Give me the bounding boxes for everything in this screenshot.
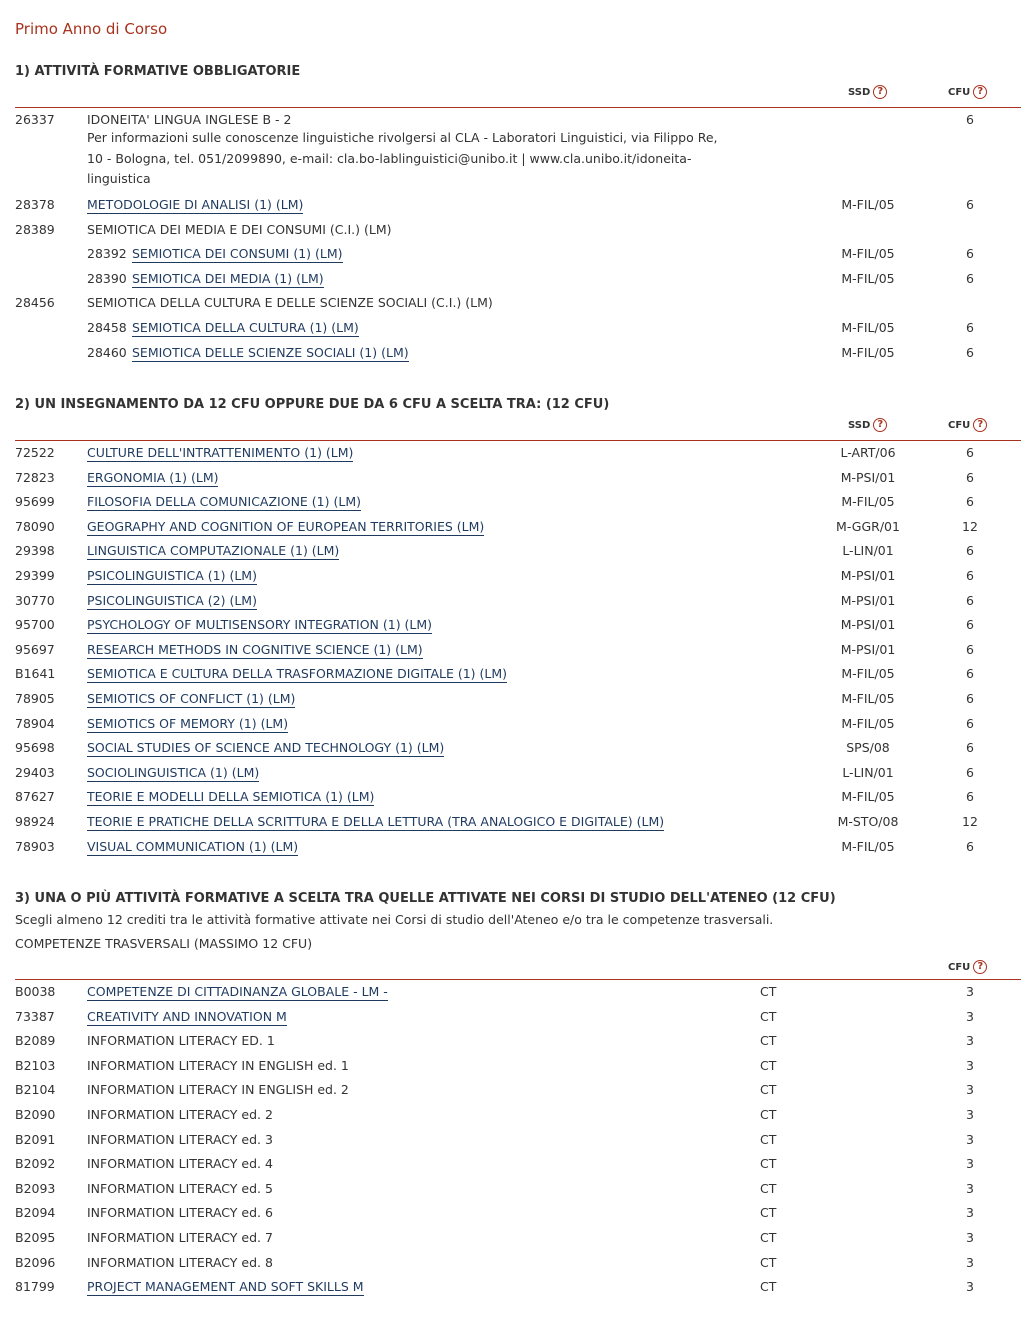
course-name: INFORMATION LITERACY ed. 4 — [87, 1156, 273, 1172]
course-name-cell — [87, 810, 664, 835]
course-list — [15, 108, 1021, 365]
course-cfu: 6 — [966, 319, 974, 335]
course-name-cell — [132, 341, 409, 366]
table-row — [15, 267, 1021, 292]
course-code: B2091 — [15, 1131, 56, 1147]
course-code: 98924 — [15, 813, 55, 829]
course-cfu: 3 — [966, 1229, 974, 1245]
course-name-cell — [87, 613, 432, 638]
course-name-cell — [87, 515, 484, 540]
column-header — [15, 956, 1021, 980]
course-link[interactable]: SOCIOLINGUISTICA (1) (LM) — [87, 764, 260, 780]
help-icon[interactable]: ? — [973, 85, 987, 99]
course-code: 72522 — [15, 445, 55, 460]
course-code: 78905 — [15, 690, 55, 706]
table-row — [15, 539, 1021, 564]
course-ssd: M-FIL/05 — [841, 246, 895, 262]
course-code: B2103 — [15, 1057, 56, 1073]
table-row — [15, 291, 1021, 316]
course-type: CT — [760, 1082, 777, 1098]
module-code: 28390 — [87, 270, 127, 286]
course-code: B0038 — [15, 984, 56, 999]
section-scelta-12cfu — [15, 396, 1021, 859]
course-code: B2104 — [15, 1082, 56, 1098]
course-cfu: 6 — [966, 197, 974, 212]
course-name-cell — [87, 218, 392, 243]
course-list — [15, 980, 1021, 1300]
course-link[interactable]: CREATIVITY AND INNOVATION M — [87, 1008, 287, 1024]
course-ssd: M-PSI/01 — [840, 592, 896, 608]
help-icon[interactable]: ? — [873, 418, 887, 432]
course-link[interactable]: SEMIOTICS OF MEMORY (1) (LM) — [87, 715, 289, 731]
course-ssd: L-ART/06 — [840, 445, 896, 460]
table-row — [15, 441, 1021, 466]
course-link[interactable]: PSICOLINGUISTICA (1) (LM) — [87, 567, 257, 583]
course-link[interactable]: SEMIOTICS OF CONFLICT (1) (LM) — [87, 690, 296, 706]
course-name-cell — [87, 638, 423, 663]
page-title: Primo Anno di Corso — [15, 20, 168, 38]
course-cfu: 3 — [966, 984, 974, 999]
course-cfu: 6 — [966, 494, 974, 510]
table-row — [15, 242, 1021, 267]
course-link[interactable]: VISUAL COMMUNICATION (1) (LM) — [87, 838, 299, 854]
course-name-cell — [87, 687, 295, 712]
course-cfu: 6 — [966, 112, 974, 127]
section-heading: 3) UNA O PIÙ ATTIVITÀ FORMATIVE A SCELTA TRA QUELLE ATTIVATE NEI CORSI DI STUDIO DELL'ATENEO (12 CFU) — [15, 891, 836, 906]
table-row — [15, 466, 1021, 491]
course-code: 29398 — [15, 543, 55, 559]
course-cfu: 6 — [966, 715, 974, 731]
course-ssd: M-PSI/01 — [840, 617, 896, 633]
course-code: B2093 — [15, 1180, 56, 1196]
table-row — [15, 1152, 1021, 1177]
course-code: B2092 — [15, 1156, 56, 1172]
table-row — [15, 1078, 1021, 1103]
course-cfu: 6 — [966, 592, 974, 608]
course-ssd: M-FIL/05 — [841, 344, 895, 360]
course-name-cell — [87, 1275, 364, 1300]
course-name-cell — [87, 193, 303, 218]
course-name-cell — [87, 291, 493, 316]
table-row — [15, 662, 1021, 687]
course-name-cell — [87, 761, 259, 786]
course-cfu: 6 — [966, 469, 974, 485]
table-row — [15, 1103, 1021, 1128]
course-type: CT — [760, 1205, 777, 1221]
course-name-cell — [87, 564, 257, 589]
table-row — [15, 1251, 1021, 1276]
cfu-header — [948, 418, 987, 432]
course-name: INFORMATION LITERACY ed. 7 — [87, 1229, 273, 1245]
course-name-cell — [87, 1078, 349, 1103]
course-list — [15, 441, 1021, 859]
course-name: SEMIOTICA DELLA CULTURA E DELLE SCIENZE SOCIALI (C.I.) (LM) — [87, 295, 493, 311]
course-ssd: M-STO/08 — [837, 813, 899, 829]
course-cfu: 3 — [966, 1156, 974, 1172]
table-row — [15, 1005, 1021, 1030]
course-cfu: 6 — [966, 543, 974, 559]
course-name: INFORMATION LITERACY ed. 8 — [87, 1254, 273, 1270]
ssd-header-label: SSD — [848, 419, 871, 431]
course-code: 95697 — [15, 641, 55, 657]
cfu-header-label: CFU — [948, 86, 971, 98]
table-row — [15, 1275, 1021, 1300]
section-ateneo — [15, 890, 1021, 1300]
course-code: B2095 — [15, 1229, 56, 1245]
course-code: 87627 — [15, 789, 55, 805]
course-code: B2090 — [15, 1106, 56, 1122]
section-heading: 1) ATTIVITÀ FORMATIVE OBBLIGATORIE — [15, 64, 301, 79]
ssd-header — [848, 85, 887, 99]
course-code: B2094 — [15, 1205, 56, 1221]
table-row — [15, 761, 1021, 786]
course-link[interactable]: ERGONOMIA (1) (LM) — [87, 469, 219, 485]
course-cfu: 6 — [966, 764, 974, 780]
module-code: 28392 — [87, 246, 127, 262]
table-row — [15, 341, 1021, 366]
course-cfu: 3 — [966, 1205, 974, 1221]
help-icon[interactable]: ? — [973, 960, 987, 974]
course-cfu: 6 — [966, 246, 974, 262]
course-link[interactable]: TEORIE E PRATICHE DELLA SCRITTURA E DELLA LETTURA (TRA ANALOGICO E DIGITALE) (LM) — [87, 813, 665, 829]
cfu-header — [948, 960, 987, 974]
course-name: INFORMATION LITERACY IN ENGLISH ed. 1 — [87, 1057, 349, 1073]
course-cfu: 3 — [966, 1082, 974, 1098]
course-name: IDONEITA' LINGUA INGLESE B - 2 — [87, 112, 292, 127]
course-link[interactable]: FILOSOFIA DELLA COMUNICAZIONE (1) (LM) — [87, 494, 361, 510]
course-type: CT — [760, 1180, 777, 1196]
course-ssd: M-GGR/01 — [836, 518, 900, 534]
table-row — [15, 835, 1021, 860]
course-code: 78904 — [15, 715, 55, 731]
course-code: 81799 — [15, 1279, 55, 1295]
course-name-cell — [87, 1005, 287, 1030]
section-obbligatorie — [15, 63, 1021, 365]
course-cfu: 3 — [966, 1008, 974, 1024]
table-row — [15, 564, 1021, 589]
course-name-cell — [87, 1103, 273, 1128]
course-cfu: 6 — [966, 666, 974, 682]
course-ssd: M-FIL/05 — [841, 197, 895, 212]
table-row — [15, 1177, 1021, 1202]
course-link[interactable]: SEMIOTICA DEI CONSUMI (1) (LM) — [132, 246, 343, 262]
module-code: 28460 — [87, 344, 127, 360]
course-name: INFORMATION LITERACY ed. 2 — [87, 1106, 273, 1122]
course-ssd: M-FIL/05 — [841, 690, 895, 706]
course-name-cell — [87, 662, 507, 687]
course-cfu: 3 — [966, 1254, 974, 1270]
course-name-cell — [87, 1128, 273, 1153]
table-row — [15, 1029, 1021, 1054]
course-cfu: 6 — [966, 270, 974, 286]
course-code: 95700 — [15, 617, 55, 633]
course-name-cell — [87, 589, 257, 614]
course-cfu: 3 — [966, 1180, 974, 1196]
course-link[interactable]: COMPETENZE DI CITTADINANZA GLOBALE - LM - — [87, 984, 388, 999]
section-note: Scegli almeno 12 crediti tra le attività formative attivate nei Corsi di studio dell'Ateneo e/o tra le competenze trasversali. — [15, 912, 774, 927]
course-type: CT — [760, 1279, 777, 1295]
course-type: CT — [760, 1254, 777, 1270]
course-code: B2089 — [15, 1033, 56, 1049]
course-link[interactable]: TEORIE E MODELLI DELLA SEMIOTICA (1) (LM) — [87, 789, 375, 805]
course-code: 29403 — [15, 764, 55, 780]
course-code: 28389 — [15, 221, 55, 237]
table-row — [15, 810, 1021, 835]
course-code: 78090 — [15, 518, 55, 534]
course-type: CT — [760, 1057, 777, 1073]
course-ssd: SPS/08 — [846, 740, 890, 756]
course-name-cell — [87, 1029, 275, 1054]
ssd-header — [848, 418, 887, 432]
course-type: CT — [760, 1131, 777, 1147]
table-row — [15, 589, 1021, 614]
course-cfu: 3 — [966, 1106, 974, 1122]
course-name-cell — [87, 1152, 273, 1177]
course-name-cell — [87, 1177, 273, 1202]
cfu-header-label: CFU — [948, 961, 971, 973]
course-info: Per informazioni sulle conoscenze linguistiche rivolgersi al CLA - Laboratori Linguistici, via Filippo Re, 10 - Bologna, tel. 051/2099890, e-mail: cla.bo-lablinguistici@unibo.it | www.cla.unibo.it/idoneita-linguistica — [87, 130, 718, 186]
course-name: INFORMATION LITERACY ed. 3 — [87, 1131, 273, 1147]
course-name-cell — [87, 835, 298, 860]
course-name: SEMIOTICA DEI MEDIA E DEI CONSUMI (C.I.) (LM) — [87, 221, 392, 237]
course-code: 95699 — [15, 494, 55, 510]
course-link[interactable]: SEMIOTICA DELLA CULTURA (1) (LM) — [132, 319, 359, 335]
course-code: 28456 — [15, 295, 55, 311]
course-link[interactable]: SEMIOTICA E CULTURA DELLA TRASFORMAZIONE DIGITALE (1) (LM) — [87, 666, 508, 682]
course-cfu: 3 — [966, 1131, 974, 1147]
course-link[interactable]: RESEARCH METHODS IN COGNITIVE SCIENCE (1) (LM) — [87, 641, 423, 657]
cfu-header — [948, 85, 987, 99]
table-row — [15, 785, 1021, 810]
course-code: 30770 — [15, 592, 55, 608]
table-row — [15, 490, 1021, 515]
course-name-cell — [87, 466, 218, 491]
course-name: INFORMATION LITERACY IN ENGLISH ed. 2 — [87, 1082, 349, 1098]
course-ssd: M-FIL/05 — [841, 319, 895, 335]
course-code: 73387 — [15, 1008, 55, 1024]
course-cfu: 6 — [966, 617, 974, 633]
course-link[interactable]: PSICOLINGUISTICA (2) (LM) — [87, 592, 257, 608]
module-code: 28458 — [87, 319, 127, 335]
course-cfu: 3 — [966, 1057, 974, 1073]
course-ssd: M-PSI/01 — [840, 469, 896, 485]
course-cfu: 6 — [966, 690, 974, 706]
course-code: B2096 — [15, 1254, 56, 1270]
table-row — [15, 108, 1021, 193]
ssd-header-label: SSD — [848, 86, 871, 98]
course-ssd: M-FIL/05 — [841, 838, 895, 854]
table-row — [15, 1201, 1021, 1226]
course-type: CT — [760, 1008, 777, 1024]
column-header — [15, 414, 1021, 441]
table-row — [15, 1226, 1021, 1251]
course-name: INFORMATION LITERACY ED. 1 — [87, 1033, 275, 1049]
course-cfu: 6 — [966, 344, 974, 360]
course-link[interactable]: SOCIAL STUDIES OF SCIENCE AND TECHNOLOGY (1) (LM) — [87, 740, 445, 756]
course-name: INFORMATION LITERACY ed. 6 — [87, 1205, 273, 1221]
table-row — [15, 687, 1021, 712]
course-cfu: 6 — [966, 641, 974, 657]
course-ssd: L-LIN/01 — [842, 543, 894, 559]
course-name-cell — [132, 267, 324, 292]
course-name: INFORMATION LITERACY ed. 5 — [87, 1180, 273, 1196]
table-row — [15, 980, 1021, 1005]
course-name-cell — [87, 736, 444, 761]
course-ssd: M-FIL/05 — [841, 715, 895, 731]
table-row — [15, 1128, 1021, 1153]
course-name-cell — [132, 316, 359, 341]
course-cfu: 6 — [966, 740, 974, 756]
course-ssd: M-PSI/01 — [840, 567, 896, 583]
course-code: 72823 — [15, 469, 55, 485]
course-type: CT — [760, 984, 777, 999]
course-name-cell — [87, 441, 353, 466]
course-name-cell — [132, 242, 343, 267]
course-cfu: 3 — [966, 1279, 974, 1295]
course-name-cell — [87, 980, 388, 1005]
table-row — [15, 1054, 1021, 1079]
course-link[interactable]: PROJECT MANAGEMENT AND SOFT SKILLS M — [87, 1279, 364, 1295]
course-cfu: 6 — [966, 567, 974, 583]
course-name-cell — [87, 1201, 273, 1226]
table-row — [15, 316, 1021, 341]
table-row — [15, 218, 1021, 243]
course-code: 28378 — [15, 197, 55, 212]
course-name-cell — [87, 490, 361, 515]
course-link[interactable]: METODOLOGIE DI ANALISI (1) (LM) — [87, 197, 304, 212]
section-heading: 2) UN INSEGNAMENTO DA 12 CFU OPPURE DUE DA 6 CFU A SCELTA TRA: (12 CFU) — [15, 397, 610, 412]
course-ssd: M-FIL/05 — [841, 494, 895, 510]
course-ssd: M-FIL/05 — [841, 789, 895, 805]
table-row — [15, 638, 1021, 663]
course-cfu: 12 — [962, 813, 978, 829]
course-type: CT — [760, 1033, 777, 1049]
course-cfu: 6 — [966, 838, 974, 854]
column-header — [15, 81, 1021, 108]
course-name-cell — [87, 1226, 273, 1251]
section-subheading: COMPETENZE TRASVERSALI (MASSIMO 12 CFU) — [15, 936, 313, 951]
course-link[interactable]: CULTURE DELL'INTRATTENIMENTO (1) (LM) — [87, 445, 354, 460]
table-row — [15, 193, 1021, 218]
help-icon[interactable]: ? — [873, 85, 887, 99]
course-type: CT — [760, 1156, 777, 1172]
course-ssd: M-PSI/01 — [840, 641, 896, 657]
course-cfu: 12 — [962, 518, 978, 534]
table-row — [15, 613, 1021, 638]
course-type: CT — [760, 1229, 777, 1245]
course-link[interactable]: SEMIOTICA DELLE SCIENZE SOCIALI (1) (LM) — [132, 344, 409, 360]
course-name-cell — [87, 712, 288, 737]
course-name-cell — [87, 785, 374, 810]
course-link[interactable]: LINGUISTICA COMPUTAZIONALE (1) (LM) — [87, 543, 340, 559]
course-cfu: 3 — [966, 1033, 974, 1049]
table-row — [15, 712, 1021, 737]
course-code: 29399 — [15, 567, 55, 583]
course-cfu: 6 — [966, 789, 974, 805]
cfu-header-label: CFU — [948, 419, 971, 431]
course-code: 26337 — [15, 112, 55, 127]
course-code: B1641 — [15, 666, 56, 682]
course-ssd: L-LIN/01 — [842, 764, 894, 780]
help-icon[interactable]: ? — [973, 418, 987, 432]
course-link[interactable]: PSYCHOLOGY OF MULTISENSORY INTEGRATION (1) (LM) — [87, 617, 433, 633]
course-link[interactable]: GEOGRAPHY AND COGNITION OF EUROPEAN TERRITORIES (LM) — [87, 518, 485, 534]
course-cfu: 6 — [966, 445, 974, 460]
course-code: 95698 — [15, 740, 55, 756]
table-row — [15, 515, 1021, 540]
course-link[interactable]: SEMIOTICA DEI MEDIA (1) (LM) — [132, 270, 324, 286]
course-name-cell — [87, 1054, 349, 1079]
course-ssd: M-FIL/05 — [841, 270, 895, 286]
course-type: CT — [760, 1106, 777, 1122]
course-name-cell — [87, 1251, 273, 1276]
course-ssd: M-FIL/05 — [841, 666, 895, 682]
table-row — [15, 736, 1021, 761]
course-name-cell — [87, 539, 339, 564]
course-code: 78903 — [15, 838, 55, 854]
